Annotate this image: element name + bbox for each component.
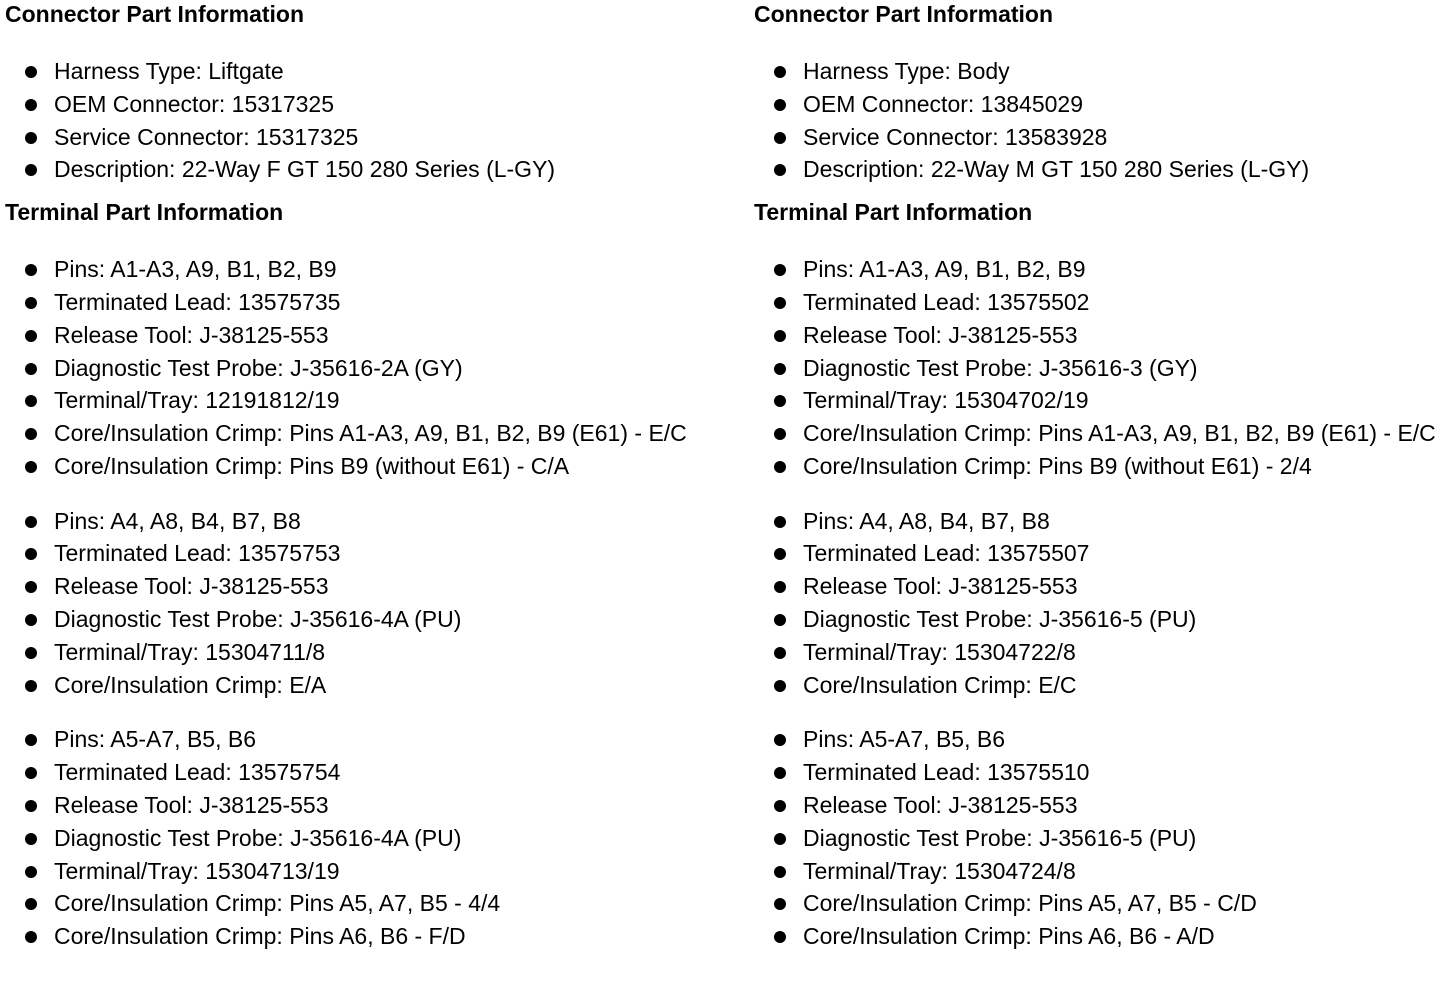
bullet-icon (25, 363, 37, 375)
list-item-text: Core/Insulation Crimp: E/C (803, 671, 1077, 698)
list-item (5, 450, 705, 483)
bullet-icon (774, 363, 786, 375)
list-item-text: Diagnostic Test Probe: J-35616-5 (PU) (803, 605, 1197, 632)
list-item-text: Core/Insulation Crimp: Pins A5, A7, B5 - 4/4 (54, 890, 501, 917)
list-item (5, 417, 704, 450)
list-item (754, 450, 1454, 483)
list-item-text: Release Tool: J-38125-553 (54, 573, 329, 600)
left-column (5, 0, 705, 953)
list-item (5, 88, 705, 121)
bullet-icon (25, 395, 37, 407)
list-item (5, 153, 705, 186)
list-item (754, 121, 1454, 154)
list-item (5, 286, 705, 319)
list-item-text: Terminated Lead: 13575753 (54, 540, 341, 567)
list-item-text: Harness Type: Liftgate (54, 58, 284, 84)
list-item-text: Description: 22-Way M GT 150 280 Series (L-GY) (803, 156, 1310, 183)
list-item (5, 822, 705, 855)
list-item-text: Core/Insulation Crimp: Pins B9 (without E61) - C/A (54, 452, 570, 479)
bullet-icon (25, 680, 37, 692)
bullet-icon (774, 647, 786, 659)
bullet-icon (774, 548, 786, 560)
list-item-text: OEM Connector: 15317325 (54, 90, 335, 117)
bullet-icon (25, 461, 37, 473)
bullet-icon (25, 132, 37, 144)
bullet-icon (774, 833, 786, 845)
list-item (754, 570, 1454, 603)
connector-part-list (5, 55, 705, 186)
bullet-icon (774, 428, 786, 440)
list-item (754, 55, 1454, 88)
list-item-text: Terminal/Tray: 15304713/19 (54, 857, 340, 884)
list-item-text: Description: 22-Way F GT 150 280 Series (L-GY) (54, 156, 556, 183)
list-item (754, 352, 1454, 385)
list-item-text: OEM Connector: 13845029 (803, 90, 1084, 117)
list-item (5, 920, 705, 953)
terminal-group-list (5, 505, 705, 702)
bullet-icon (774, 164, 786, 176)
list-item (5, 603, 705, 636)
list-item-text: Core/Insulation Crimp: Pins A5, A7, B5 - C/D (803, 890, 1257, 917)
list-item-text: Service Connector: 13583928 (803, 123, 1108, 150)
list-item-text: Pins: A5-A7, B5, B6 (803, 726, 1006, 753)
bullet-icon (774, 66, 786, 78)
connector-part-list (754, 55, 1454, 186)
list-item-text: Terminated Lead: 13575502 (803, 288, 1090, 315)
list-item-text: Pins: A4, A8, B4, B7, B8 (803, 507, 1050, 534)
bullet-icon (774, 516, 786, 528)
terminal-part-heading: Terminal Part Information (5, 199, 284, 226)
bullet-icon (774, 614, 786, 626)
list-item-text: Terminal/Tray: 15304722/8 (803, 638, 1076, 665)
list-item (754, 537, 1454, 570)
list-item-text: Terminal/Tray: 15304711/8 (54, 638, 326, 665)
list-item (5, 756, 705, 789)
list-item (5, 352, 705, 385)
list-item (5, 537, 705, 570)
list-item-text: Diagnostic Test Probe: J-35616-4A (PU) (54, 605, 462, 632)
right-column (754, 0, 1454, 953)
bullet-icon (25, 833, 37, 845)
list-item (5, 570, 705, 603)
bullet-icon (774, 395, 786, 407)
list-item (5, 505, 705, 538)
bullet-icon (774, 800, 786, 812)
list-item (754, 669, 1454, 702)
bullet-icon (25, 99, 37, 111)
terminal-group-list (754, 505, 1454, 702)
list-item-text: Terminated Lead: 13575510 (803, 759, 1090, 786)
bullet-icon (774, 680, 786, 692)
list-item-text: Pins: A5-A7, B5, B6 (54, 726, 257, 753)
list-item (754, 723, 1454, 756)
bullet-icon (25, 647, 37, 659)
list-item-text: Release Tool: J-38125-553 (803, 791, 1078, 818)
bullet-icon (774, 581, 786, 593)
list-item-text: Harness Type: Body (803, 58, 1010, 84)
list-item (754, 253, 1454, 286)
list-item (5, 253, 705, 286)
list-item (754, 153, 1454, 186)
bullet-icon (25, 898, 37, 910)
list-item (754, 384, 1454, 417)
list-item (5, 887, 705, 920)
bullet-icon (25, 581, 37, 593)
list-item-text: Diagnostic Test Probe: J-35616-3 (GY) (803, 354, 1198, 381)
list-item (5, 121, 705, 154)
bullet-icon (774, 767, 786, 779)
list-item (754, 756, 1454, 789)
connector-part-heading: Connector Part Information (754, 1, 1054, 27)
terminal-group-list (754, 253, 1454, 482)
bullet-icon (25, 866, 37, 878)
list-item (5, 384, 705, 417)
bullet-icon (25, 767, 37, 779)
list-item-text: Pins: A1-A3, A9, B1, B2, B9 (54, 256, 337, 283)
bullet-icon (25, 516, 37, 528)
bullet-icon (774, 931, 786, 943)
list-item-text: Core/Insulation Crimp: Pins A6, B6 - F/D (54, 923, 466, 950)
list-item-text: Pins: A1-A3, A9, B1, B2, B9 (803, 256, 1086, 283)
list-item-text: Release Tool: J-38125-553 (803, 321, 1078, 348)
list-item (5, 855, 705, 888)
list-item (5, 789, 705, 822)
list-item-text: Terminated Lead: 13575735 (54, 288, 341, 315)
list-item-text: Core/Insulation Crimp: Pins A6, B6 - A/D (803, 923, 1215, 950)
bullet-icon (774, 264, 786, 276)
bullet-icon (774, 461, 786, 473)
list-item (754, 319, 1454, 352)
terminal-group-list (5, 723, 705, 953)
list-item (754, 789, 1454, 822)
list-item (5, 319, 705, 352)
connector-part-heading: Connector Part Information (5, 1, 305, 27)
terminal-group-list (754, 723, 1454, 953)
list-item-text: Service Connector: 15317325 (54, 123, 359, 150)
bullet-icon (25, 548, 37, 560)
list-item (754, 822, 1454, 855)
bullet-icon (774, 297, 786, 309)
list-item-text: Core/Insulation Crimp: Pins A1-A3, A9, B1, B2, B9 (E61) - E/C (803, 420, 1436, 447)
bullet-icon (25, 330, 37, 342)
list-item-text: Diagnostic Test Probe: J-35616-5 (PU) (803, 824, 1197, 851)
list-item (5, 636, 705, 669)
list-item-text: Core/Insulation Crimp: E/A (54, 671, 327, 698)
list-item-text: Terminated Lead: 13575754 (54, 759, 341, 786)
list-item (754, 603, 1454, 636)
list-item (5, 669, 705, 702)
list-item (754, 417, 1453, 450)
list-item (754, 887, 1454, 920)
list-item-text: Release Tool: J-38125-553 (803, 573, 1078, 600)
list-item-text: Release Tool: J-38125-553 (54, 791, 329, 818)
bullet-icon (25, 614, 37, 626)
list-item (5, 723, 705, 756)
list-item-text: Terminal/Tray: 12191812/19 (54, 387, 340, 414)
list-item-text: Core/Insulation Crimp: Pins B9 (without E61) - 2/4 (803, 452, 1312, 479)
bullet-icon (774, 898, 786, 910)
list-item-text: Diagnostic Test Probe: J-35616-2A (GY) (54, 354, 463, 381)
terminal-group-list (5, 253, 705, 482)
list-item-text: Diagnostic Test Probe: J-35616-4A (PU) (54, 824, 462, 851)
list-item-text: Pins: A4, A8, B4, B7, B8 (54, 507, 301, 534)
list-item (754, 505, 1454, 538)
terminal-part-heading: Terminal Part Information (754, 199, 1033, 226)
bullet-icon (774, 734, 786, 746)
bullet-icon (25, 164, 37, 176)
bullet-icon (774, 866, 786, 878)
list-item (754, 88, 1454, 121)
list-item (754, 286, 1454, 319)
bullet-icon (25, 734, 37, 746)
bullet-icon (25, 931, 37, 943)
list-item-text: Release Tool: J-38125-553 (54, 321, 329, 348)
list-item-text: Terminated Lead: 13575507 (803, 540, 1090, 567)
bullet-icon (25, 297, 37, 309)
list-item-text: Terminal/Tray: 15304724/8 (803, 857, 1076, 884)
bullet-icon (774, 132, 786, 144)
bullet-icon (25, 428, 37, 440)
list-item (754, 920, 1454, 953)
bullet-icon (25, 66, 37, 78)
list-item (754, 636, 1454, 669)
bullet-icon (774, 99, 786, 111)
bullet-icon (25, 800, 37, 812)
bullet-icon (25, 264, 37, 276)
list-item (5, 55, 705, 88)
list-item-text: Terminal/Tray: 15304702/19 (803, 387, 1089, 414)
list-item (754, 855, 1454, 888)
bullet-icon (774, 330, 786, 342)
list-item-text: Core/Insulation Crimp: Pins A1-A3, A9, B1, B2, B9 (E61) - E/C (54, 420, 687, 447)
